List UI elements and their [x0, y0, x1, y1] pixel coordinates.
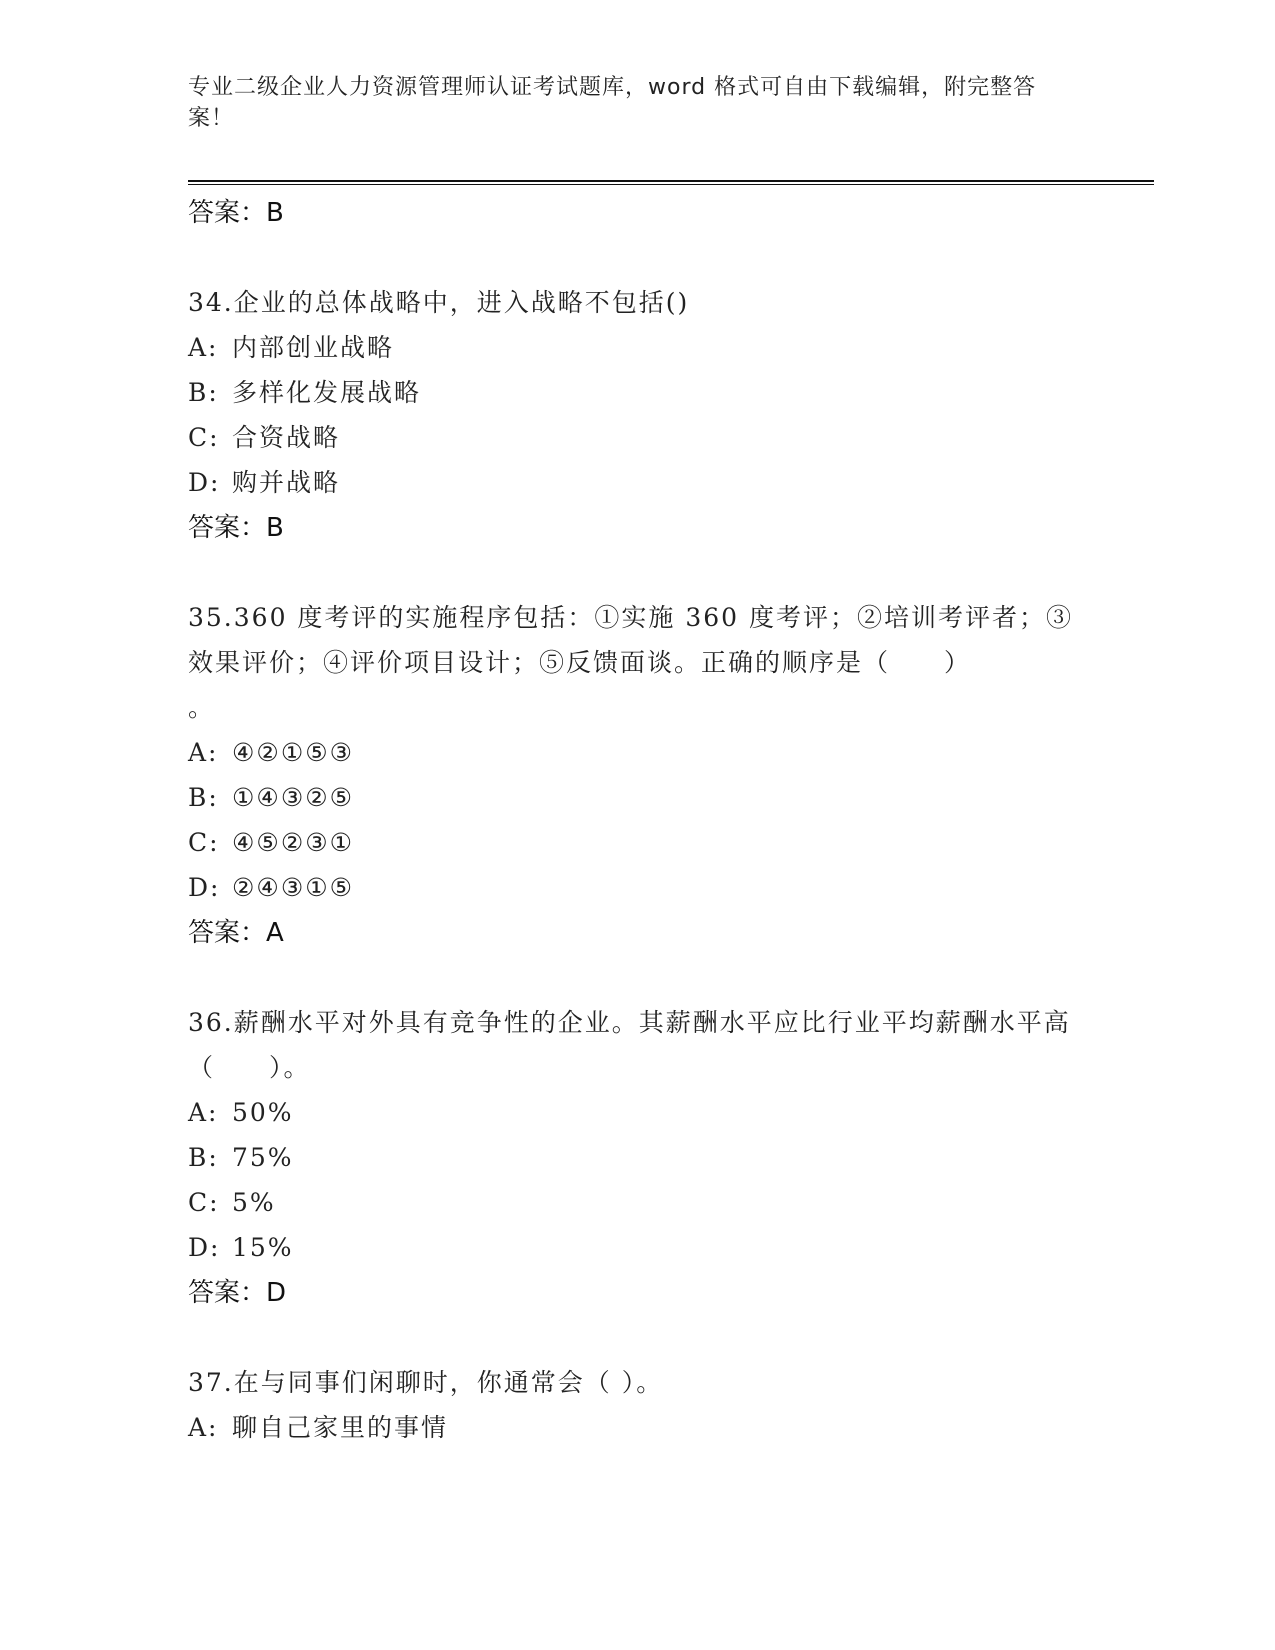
option-a — [188, 1405, 1088, 1450]
option-text: 多样化发展战略 — [232, 378, 422, 407]
option-key: A: — [188, 333, 219, 362]
option-text: ④⑤②③① — [232, 828, 355, 857]
option-c — [188, 415, 1088, 460]
option-text: 内部创业战略 — [232, 333, 395, 362]
option-c — [188, 1180, 1088, 1225]
question-stem: 34.企业的总体战略中，进入战略不包括() — [188, 288, 690, 317]
option-key: B: — [188, 783, 219, 812]
option-key: C: — [188, 423, 220, 452]
option-text: ②④③①⑤ — [232, 873, 355, 902]
option-key: A: — [188, 1098, 219, 1127]
option-d — [188, 865, 1088, 910]
answer-line: 答案：B — [188, 513, 284, 543]
question-list — [188, 190, 1088, 1450]
option-key: D: — [188, 468, 221, 497]
header-divider-thin — [188, 184, 1154, 185]
option-key: A: — [188, 1413, 219, 1442]
question-stem: 35.360 度考评的实施程序包括：①实施 360 度考评；②培训考评者；③效果评价；④评价项目设计；⑤反馈面谈。正确的顺序是（ ） 。 — [188, 603, 1074, 722]
question-stem: 37.在与同事们闲聊时，你通常会（ ）。 — [188, 1368, 664, 1397]
option-key: A: — [188, 738, 219, 767]
question-34 — [188, 280, 1088, 551]
option-text: 15% — [232, 1233, 294, 1262]
option-key: B: — [188, 378, 219, 407]
previous-answer: 答案：B — [188, 198, 284, 228]
option-text: ④②①⑤③ — [232, 738, 355, 767]
option-a — [188, 730, 1088, 775]
option-text: 50% — [232, 1098, 294, 1127]
option-b — [188, 370, 1088, 415]
option-a — [188, 325, 1088, 370]
option-key: C: — [188, 828, 220, 857]
question-36 — [188, 1000, 1088, 1316]
option-c — [188, 820, 1088, 865]
option-b — [188, 775, 1088, 820]
header-divider-thick — [188, 180, 1154, 182]
option-key: D: — [188, 1233, 221, 1262]
option-text: ①④③②⑤ — [232, 783, 355, 812]
option-a — [188, 1090, 1088, 1135]
option-b — [188, 1135, 1088, 1180]
question-37 — [188, 1360, 1088, 1450]
option-d — [188, 1225, 1088, 1270]
option-text: 75% — [232, 1143, 294, 1172]
page-header: 专业二级企业人力资源管理师认证考试题库，word 格式可自由下载编辑，附完整答案！ — [188, 75, 1037, 131]
option-d — [188, 460, 1088, 505]
answer-line: 答案：D — [188, 1278, 287, 1308]
option-text: 聊自己家里的事情 — [232, 1413, 449, 1442]
question-35 — [188, 595, 1088, 956]
option-text: 5% — [232, 1188, 276, 1217]
option-text: 购并战略 — [232, 468, 341, 497]
option-key: C: — [188, 1188, 220, 1217]
answer-line: 答案：A — [188, 918, 284, 948]
question-stem: 36.薪酬水平对外具有竞争性的企业。其薪酬水平应比行业平均薪酬水平高（ ）。 — [188, 1008, 1071, 1082]
option-key: D: — [188, 873, 221, 902]
option-text: 合资战略 — [232, 423, 341, 452]
option-key: B: — [188, 1143, 219, 1172]
